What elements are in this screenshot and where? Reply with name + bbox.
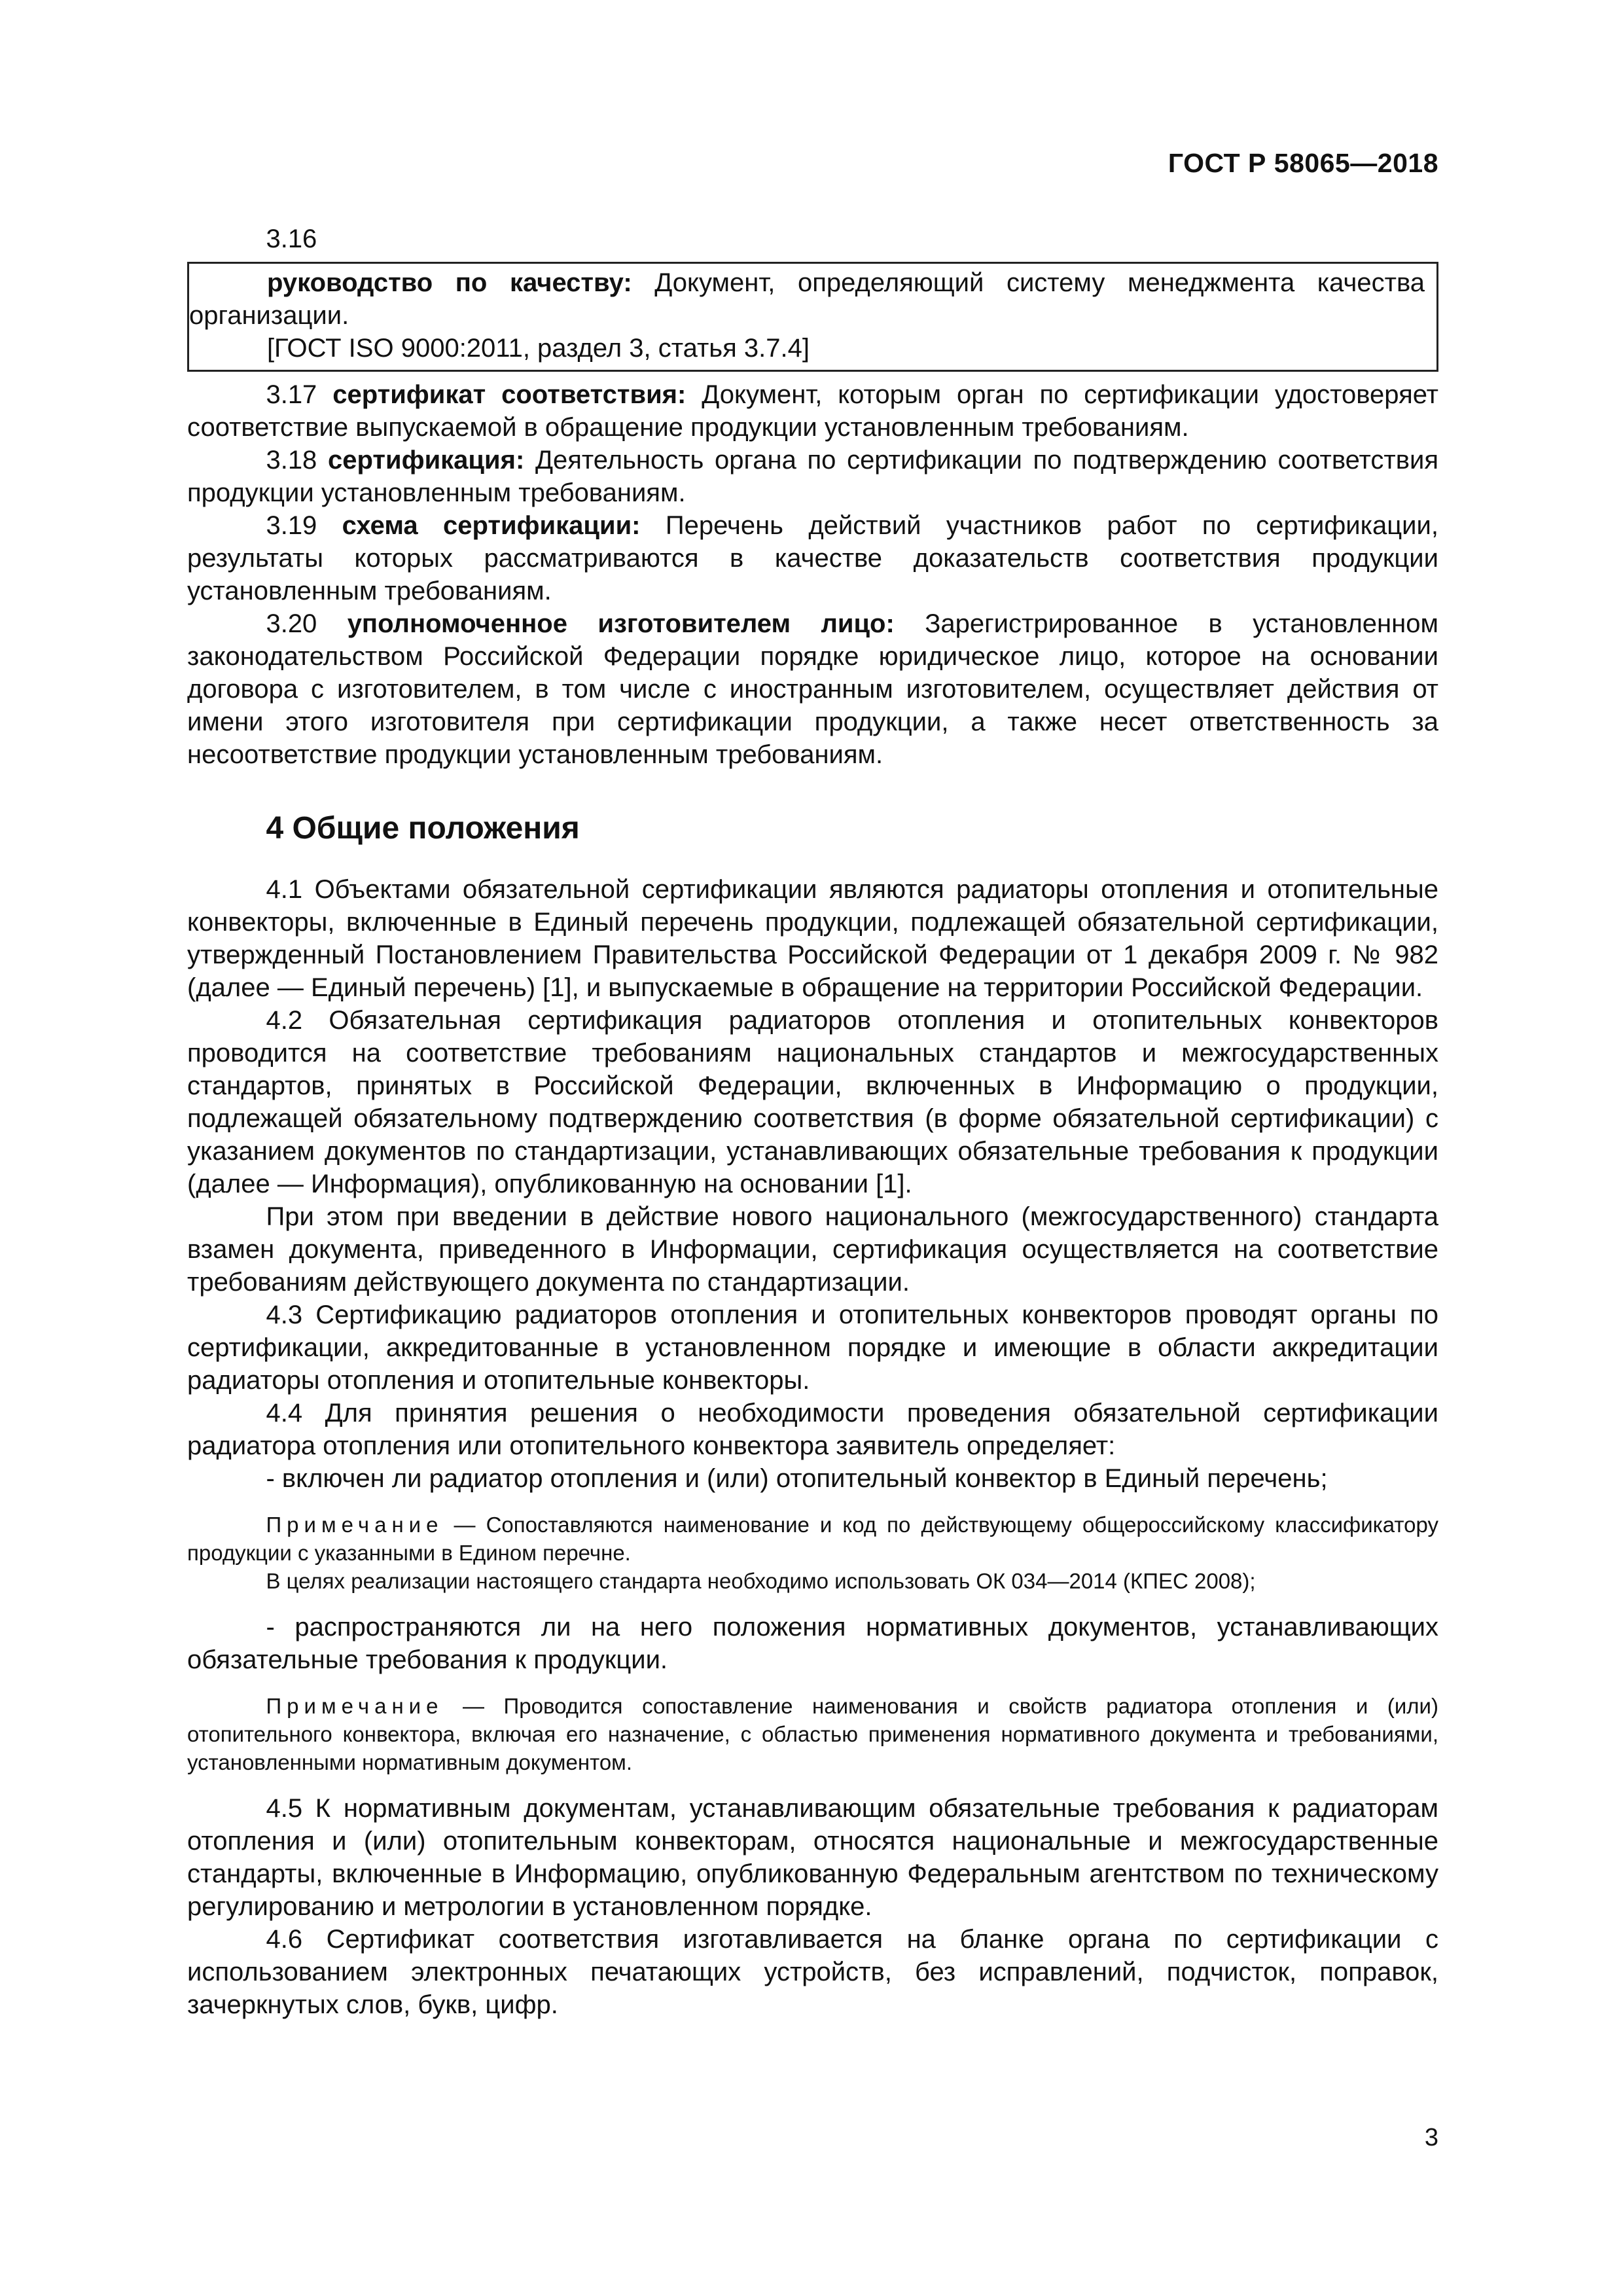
list-item-2: - распространяются ли на него положения нормативных документов, устанавливающих обязательные требования к продукции.	[187, 1613, 1438, 1674]
document-header: ГОСТ Р 58065—2018	[1168, 148, 1438, 178]
term-319-term: схема сертификации:	[342, 511, 641, 540]
paragraph-4-1: 4.1 Объектами обязательной сертификации являются радиаторы отопления и отопительные конвекторы, включенные в Единый перечень продукции, подлежащей обязательной сертификации, утвержденный Постановлением Правительства Российской Федерации от 1 декабря 2009 г. № 982 (далее — Единый перечень) [1], и выпускаемые в обращение на территории Российской Федерации.	[187, 875, 1438, 1002]
paragraph-4-3: 4.3 Сертификацию радиаторов отопления и отопительных конвекторов проводят органы по сертификации, аккредитованные в установленном порядке и имеющие в области аккредитации радиаторы отопления и отопительные конвекторы.	[187, 1300, 1438, 1395]
term-316-text: Документ, определяющий систему менеджмента качества организации.	[189, 268, 1425, 330]
page-number: 3	[1424, 2124, 1438, 2151]
term-316-source: [ГОСТ ISO 9000:2011, раздел 3, статья 3.7.4]	[266, 334, 810, 363]
paragraph-4-5: 4.5 К нормативным документам, устанавливающим обязательные требования к радиаторам отопления и (или) отопительным конвекторам, относятся национальные и межгосударственные стандарты, включенные в Информацию, опубликованную Федеральным агентством по техническому регулированию и метрологии в установленном порядке.	[187, 1794, 1438, 1921]
paragraph-4-2-continued: При этом при введении в действие нового национального (межгосударственного) стандарта взамен документа, приведенного в Информации, сертификация осуществляется на соответствие требованиям действующего документа по стандартизации.	[187, 1202, 1438, 1297]
term-320-text: Зарегистрированное в установленном законодательством Российской Федерации порядке юридическое лицо, которое на основании договора с изготовителем, в том числе с иностранным изготовителем, осуществляет действия от имени этого изготовителя при сертификации продукции, а также несет ответственность за несоответствие продукции установленным требованиям.	[187, 609, 1438, 769]
note-1-text	[187, 1511, 1438, 1567]
term-316-number: 3.16	[266, 224, 317, 253]
term-320-term: уполномоченное изготовителем лицо:	[347, 609, 895, 638]
note-2	[187, 1692, 1438, 1776]
term-320	[187, 607, 1438, 771]
paragraph-4-4: 4.4 Для принятия решения о необходимости проведения обязательной сертификации радиатора отопления или отопительного конвектора заявитель определяет:	[187, 1399, 1438, 1460]
note-2-label: Примечание	[266, 1694, 444, 1718]
paragraph-4-6: 4.6 Сертификат соответствия изготавливается на бланке органа по сертификации с использованием электронных печатающих устройств, без исправлений, подчисток, поправок, зачеркнутых слов, букв, цифр.	[187, 1925, 1438, 2019]
note-1-extra: В целях реализации настоящего стандарта необходимо использовать ОК 034—2014 (КПЕС 2008);	[266, 1569, 1256, 1593]
note-2-body: — Проводится сопоставление наименования и свойств радиатора отопления и (или) отопительного конвектора, включая его назначение, с областью применения нормативного документа и требованиями, установленными нормативным документом.	[187, 1694, 1438, 1774]
list-item-1: - включен ли радиатор отопления и (или) отопительный конвектор в Единый перечень;	[266, 1464, 1328, 1493]
note-2-text	[187, 1692, 1438, 1776]
term-320-number: 3.20	[266, 609, 317, 638]
term-318-term: сертификация:	[327, 446, 525, 475]
term-318-number: 3.18	[266, 446, 317, 475]
term-317-number: 3.17	[266, 380, 317, 409]
term-318	[187, 444, 1438, 509]
term-317	[187, 378, 1438, 444]
paragraph-4-2: 4.2 Обязательная сертификация радиаторов отопления и отопительных конвекторов проводится на соответствие требованиям национальных стандартов и межгосударственных стандартов, принятых в Российской Федерации, включенных в Информацию о продукции, подлежащей обязательному подтверждению соответствия (в форме обязательной сертификации) с указанием документов по стандартизации, устанавливающих обязательные требования к продукции (далее — Информация), опубликованную на основании [1].	[187, 1006, 1438, 1198]
term-316-term: руководство по качеству:	[266, 268, 632, 297]
term-317-term: сертификат соответствия:	[332, 380, 687, 409]
term-319-text: Перечень действий участников работ по сертификации, результаты которых рассматриваются в качестве доказательств соответствия продукции установленным требованиям.	[187, 511, 1438, 605]
term-319-number: 3.19	[266, 511, 317, 540]
note-1-label: Примечание	[266, 1513, 444, 1537]
term-316-box	[187, 262, 1438, 372]
term-318-text: Деятельность органа по сертификации по подтверждению соответствия продукции установленным требованиям.	[187, 446, 1439, 507]
section-4-title: 4 Общие положения	[266, 811, 580, 846]
note-1	[187, 1511, 1438, 1595]
term-317-text: Документ, которым орган по сертификации удостоверяет соответствие выпускаемой в обращение продукции установленным требованиям.	[187, 380, 1438, 442]
term-316-definition	[189, 266, 1425, 332]
note-1-body: — Сопоставляются наименование и код по действующему общероссийскому классификатору продукции с указанными в Едином перечне.	[187, 1513, 1438, 1565]
document-body	[187, 223, 1438, 2021]
term-319	[187, 509, 1438, 607]
